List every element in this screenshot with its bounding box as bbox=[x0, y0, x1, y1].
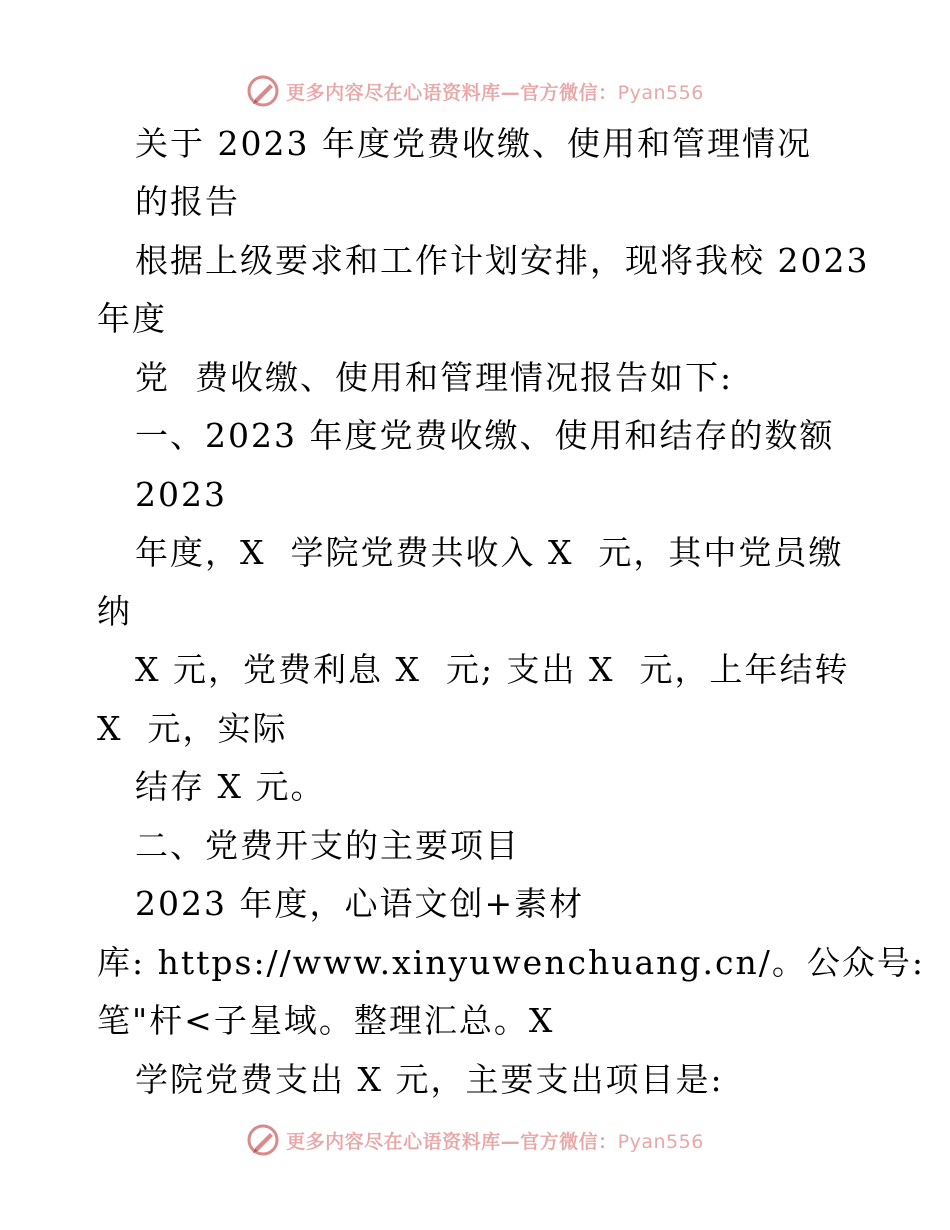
doc-title-line-1: 关于 2023 年度党费收缴、使用和管理情况 bbox=[135, 124, 812, 163]
paragraph-line: 结存 X 元。 bbox=[135, 767, 326, 806]
paragraph-line: 库: https://www.xinyuwenchuang.cn/。公众号: bbox=[97, 943, 925, 982]
doc-title-line-2: 的报告 bbox=[135, 182, 240, 221]
paragraph-line: 2023 年度，心语文创+素材 bbox=[135, 884, 585, 923]
paragraph-line: 根据上级要求和工作计划安排，现将我校 2023 bbox=[135, 241, 870, 280]
pen-logo-icon bbox=[246, 74, 280, 108]
paragraph-line: 学院党费支出 X 元，主要支出项目是: bbox=[135, 1060, 724, 1099]
header-watermark bbox=[0, 71, 950, 111]
paragraph-line: 2023 bbox=[135, 475, 227, 514]
section-heading-1: 一、2023 年度党费收缴、使用和结存的数额 bbox=[135, 416, 835, 455]
paragraph-line: 年度，X 学院党费共收入 X 元，其中党员缴 bbox=[135, 533, 844, 572]
paragraph-line: 党 费收缴、使用和管理情况报告如下: bbox=[135, 358, 734, 397]
paragraph-line: 年度 bbox=[97, 299, 167, 338]
footer-watermark bbox=[0, 1120, 950, 1160]
watermark-text: 更多内容尽在心语资料库—官方微信：Pyan556 bbox=[286, 1130, 704, 1153]
paragraph-line: 笔"杆<子星域。整理汇总。X bbox=[97, 1001, 555, 1040]
pen-logo-icon bbox=[246, 1123, 280, 1157]
watermark-text: 更多内容尽在心语资料库—官方微信：Pyan556 bbox=[286, 81, 704, 104]
paragraph-line: X 元，党费利息 X 元; 支出 X 元，上年结转 bbox=[135, 650, 850, 689]
paragraph-line: X 元，实际 bbox=[97, 709, 288, 748]
paragraph-line: 纳 bbox=[97, 592, 132, 631]
section-heading-2: 二、党费开支的主要项目 bbox=[135, 826, 520, 865]
